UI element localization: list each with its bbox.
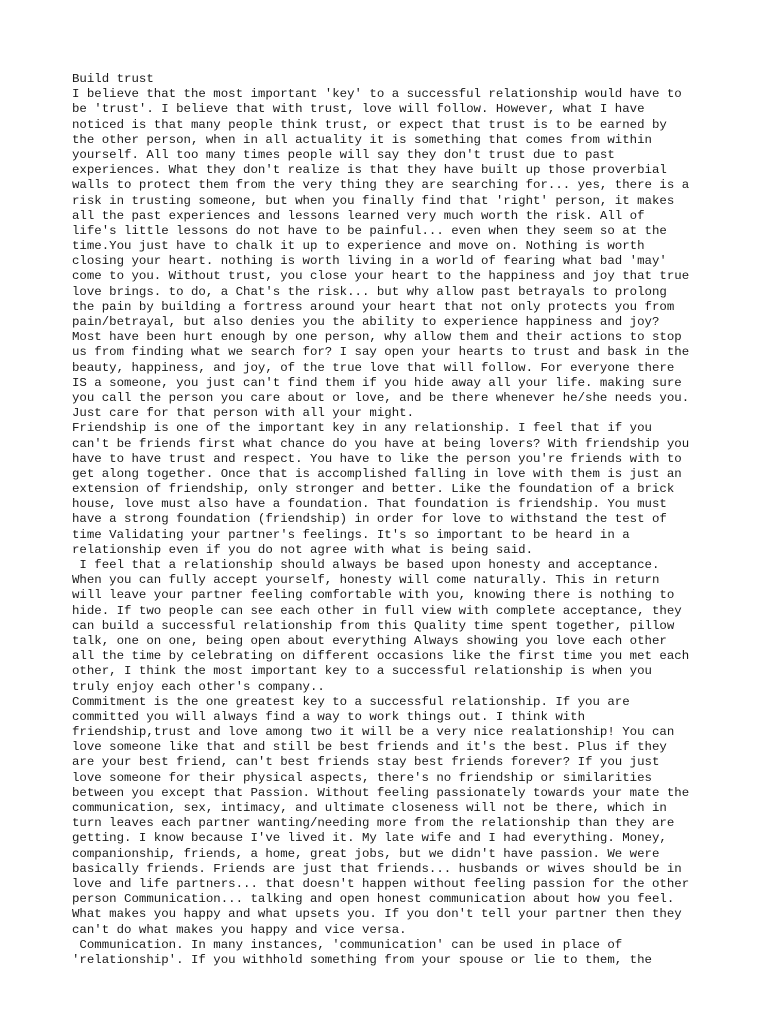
text-line: Communication. In many instances, 'communication' can be used in place of — [72, 937, 623, 952]
text-line: can build a successful relationship from this Quality time spent together, pillow — [72, 618, 675, 633]
text-line: IS a someone, you just can't find them if you hide away all your life. making sure — [72, 375, 682, 390]
text-line: What makes you happy and what upsets you. If you don't tell your partner then they — [72, 907, 682, 922]
text-line: can't be friends first what chance do you have at being lovers? With friendship you — [72, 436, 690, 451]
text-line: Friendship is one of the important key in any relationship. I feel that if you — [72, 421, 652, 436]
text-line: I believe that the most important 'key' to a successful relationship would have to — [72, 87, 682, 102]
text-line: be 'trust'. I believe that with trust, love will follow. However, what I have — [72, 102, 645, 117]
text-line: house, love must also have a foundation. That foundation is friendship. You must — [72, 497, 667, 512]
text-line: love someone for their physical aspects, there's no friendship or similarities — [72, 770, 652, 785]
text-line: love brings. to do, a Chat's the risk... but why allow past betrayals to prolong — [72, 284, 667, 299]
document-heading: Build trust — [72, 72, 154, 86]
text-line: extension of friendship, only stronger and better. Like the foundation of a brick — [72, 482, 675, 497]
text-line: yourself. All too many times people will say they don't trust due to past — [72, 147, 615, 162]
text-line: get along together. Once that is accomplished falling in love with them is just an — [72, 466, 682, 481]
text-line: can't do what makes you happy and vice versa. — [72, 922, 407, 937]
text-line: have to have trust and respect. You have to like the person you're friends with to — [72, 451, 682, 466]
text-line: companionship, friends, a home, great jobs, but we didn't have passion. We were — [72, 846, 660, 861]
text-line: I feel that a relationship should always be based upon honesty and acceptance. — [72, 558, 660, 572]
text-line: beauty, happiness, and joy, of the true love that will follow. For everyone there — [72, 360, 675, 375]
text-line: walls to protect them from the very thing they are searching for... yes, there is a — [72, 178, 690, 193]
text-line: basically friends. Friends are just that friends... husbands or wives should be in — [72, 861, 682, 876]
document-body — [72, 72, 712, 968]
text-line: love and life partners... that doesn't happen without feeling passion for the other — [72, 876, 690, 891]
text-line: communication, sex, intimacy, and ultimate closeness will not be there, which in — [72, 801, 667, 815]
text-line: have a strong foundation (friendship) in order for love to withstand the test of — [72, 512, 667, 527]
text-line: you call the person you care about or love, and be there whenever he/she needs you. — [72, 390, 690, 405]
text-line: life's little lessons do not have to be painful... even when they seem so at the — [72, 223, 667, 238]
text-line: truly enjoy each other's company.. — [72, 679, 325, 694]
text-line: pain/betrayal, but also denies you the ability to experience happiness and joy? — [72, 315, 660, 329]
text-line: committed you will always find a way to work things out. I think with — [72, 709, 586, 724]
text-line: hide. If two people can see each other in full view with complete acceptance, they — [72, 603, 682, 618]
text-line: talk, one on one, being open about everything Always showing you love each other — [72, 633, 667, 648]
text-line: between you except that Passion. Without feeling passionately towards your mate the — [72, 785, 690, 800]
text-line: all the time by celebrating on different occasions like the first time you met each — [72, 649, 690, 664]
text-line: person Communication... talking and open honest communication about how you feel. — [72, 892, 675, 907]
text-line: closing your heart. nothing is worth living in a world of fearing what bad 'may' — [72, 254, 667, 269]
text-line: friendship,trust and love among two it will be a very nice realationship! You can — [72, 725, 675, 740]
text-line: getting. I know because I've lived it. My late wife and I had everything. Money, — [72, 831, 667, 846]
text-line: the other person, when in all actuality it is something that comes from within — [72, 132, 652, 147]
text-line: time.You just have to chalk it up to experience and move on. Nothing is worth — [72, 239, 645, 254]
text-line: noticed is that many people think trust, or expect that trust is to be earned by — [72, 117, 667, 132]
text-line: When you can fully accept yourself, honesty will come naturally. This in return — [72, 573, 660, 588]
text-line: us from finding what we search for? I say open your hearts to trust and bask in the — [72, 345, 690, 360]
text-line: relationship even if you do not agree with what is being said. — [72, 542, 534, 557]
text-line: Most have been hurt enough by one person, why allow them and their actions to stop — [72, 330, 682, 345]
text-line: Just care for that person with all your might. — [72, 406, 415, 421]
text-line: love someone like that and still be best friends and it's the best. Plus if they — [72, 740, 667, 755]
text-line: all the past experiences and lessons learned very much worth the risk. All of — [72, 208, 645, 223]
text-line: risk in trusting someone, but when you finally find that 'right' person, it makes — [72, 193, 675, 208]
text-line: are your best friend, can't best friends stay best friends forever? If you just — [72, 755, 660, 770]
text-line: 'relationship'. If you withhold something from your spouse or lie to them, the — [72, 952, 652, 967]
text-line: come to you. Without trust, you close your heart to the happiness and joy that true — [72, 269, 690, 284]
text-line: will leave your partner feeling comfortable with you, knowing there is nothing to — [72, 588, 675, 603]
text-line: experiences. What they don't realize is that they have built up those proverbial — [72, 163, 667, 178]
text-line: the pain by building a fortress around your heart that not only protects you from — [72, 299, 675, 314]
text-line: Commitment is the one greatest key to a successful relationship. If you are — [72, 694, 630, 709]
text-line: time Validating your partner's feelings. It's so important to be heard in a — [72, 527, 630, 542]
text-line: turn leaves each partner wanting/needing more from the relationship than they are — [72, 816, 675, 831]
text-line: other, I think the most important key to a successful relationship is when you — [72, 664, 652, 679]
